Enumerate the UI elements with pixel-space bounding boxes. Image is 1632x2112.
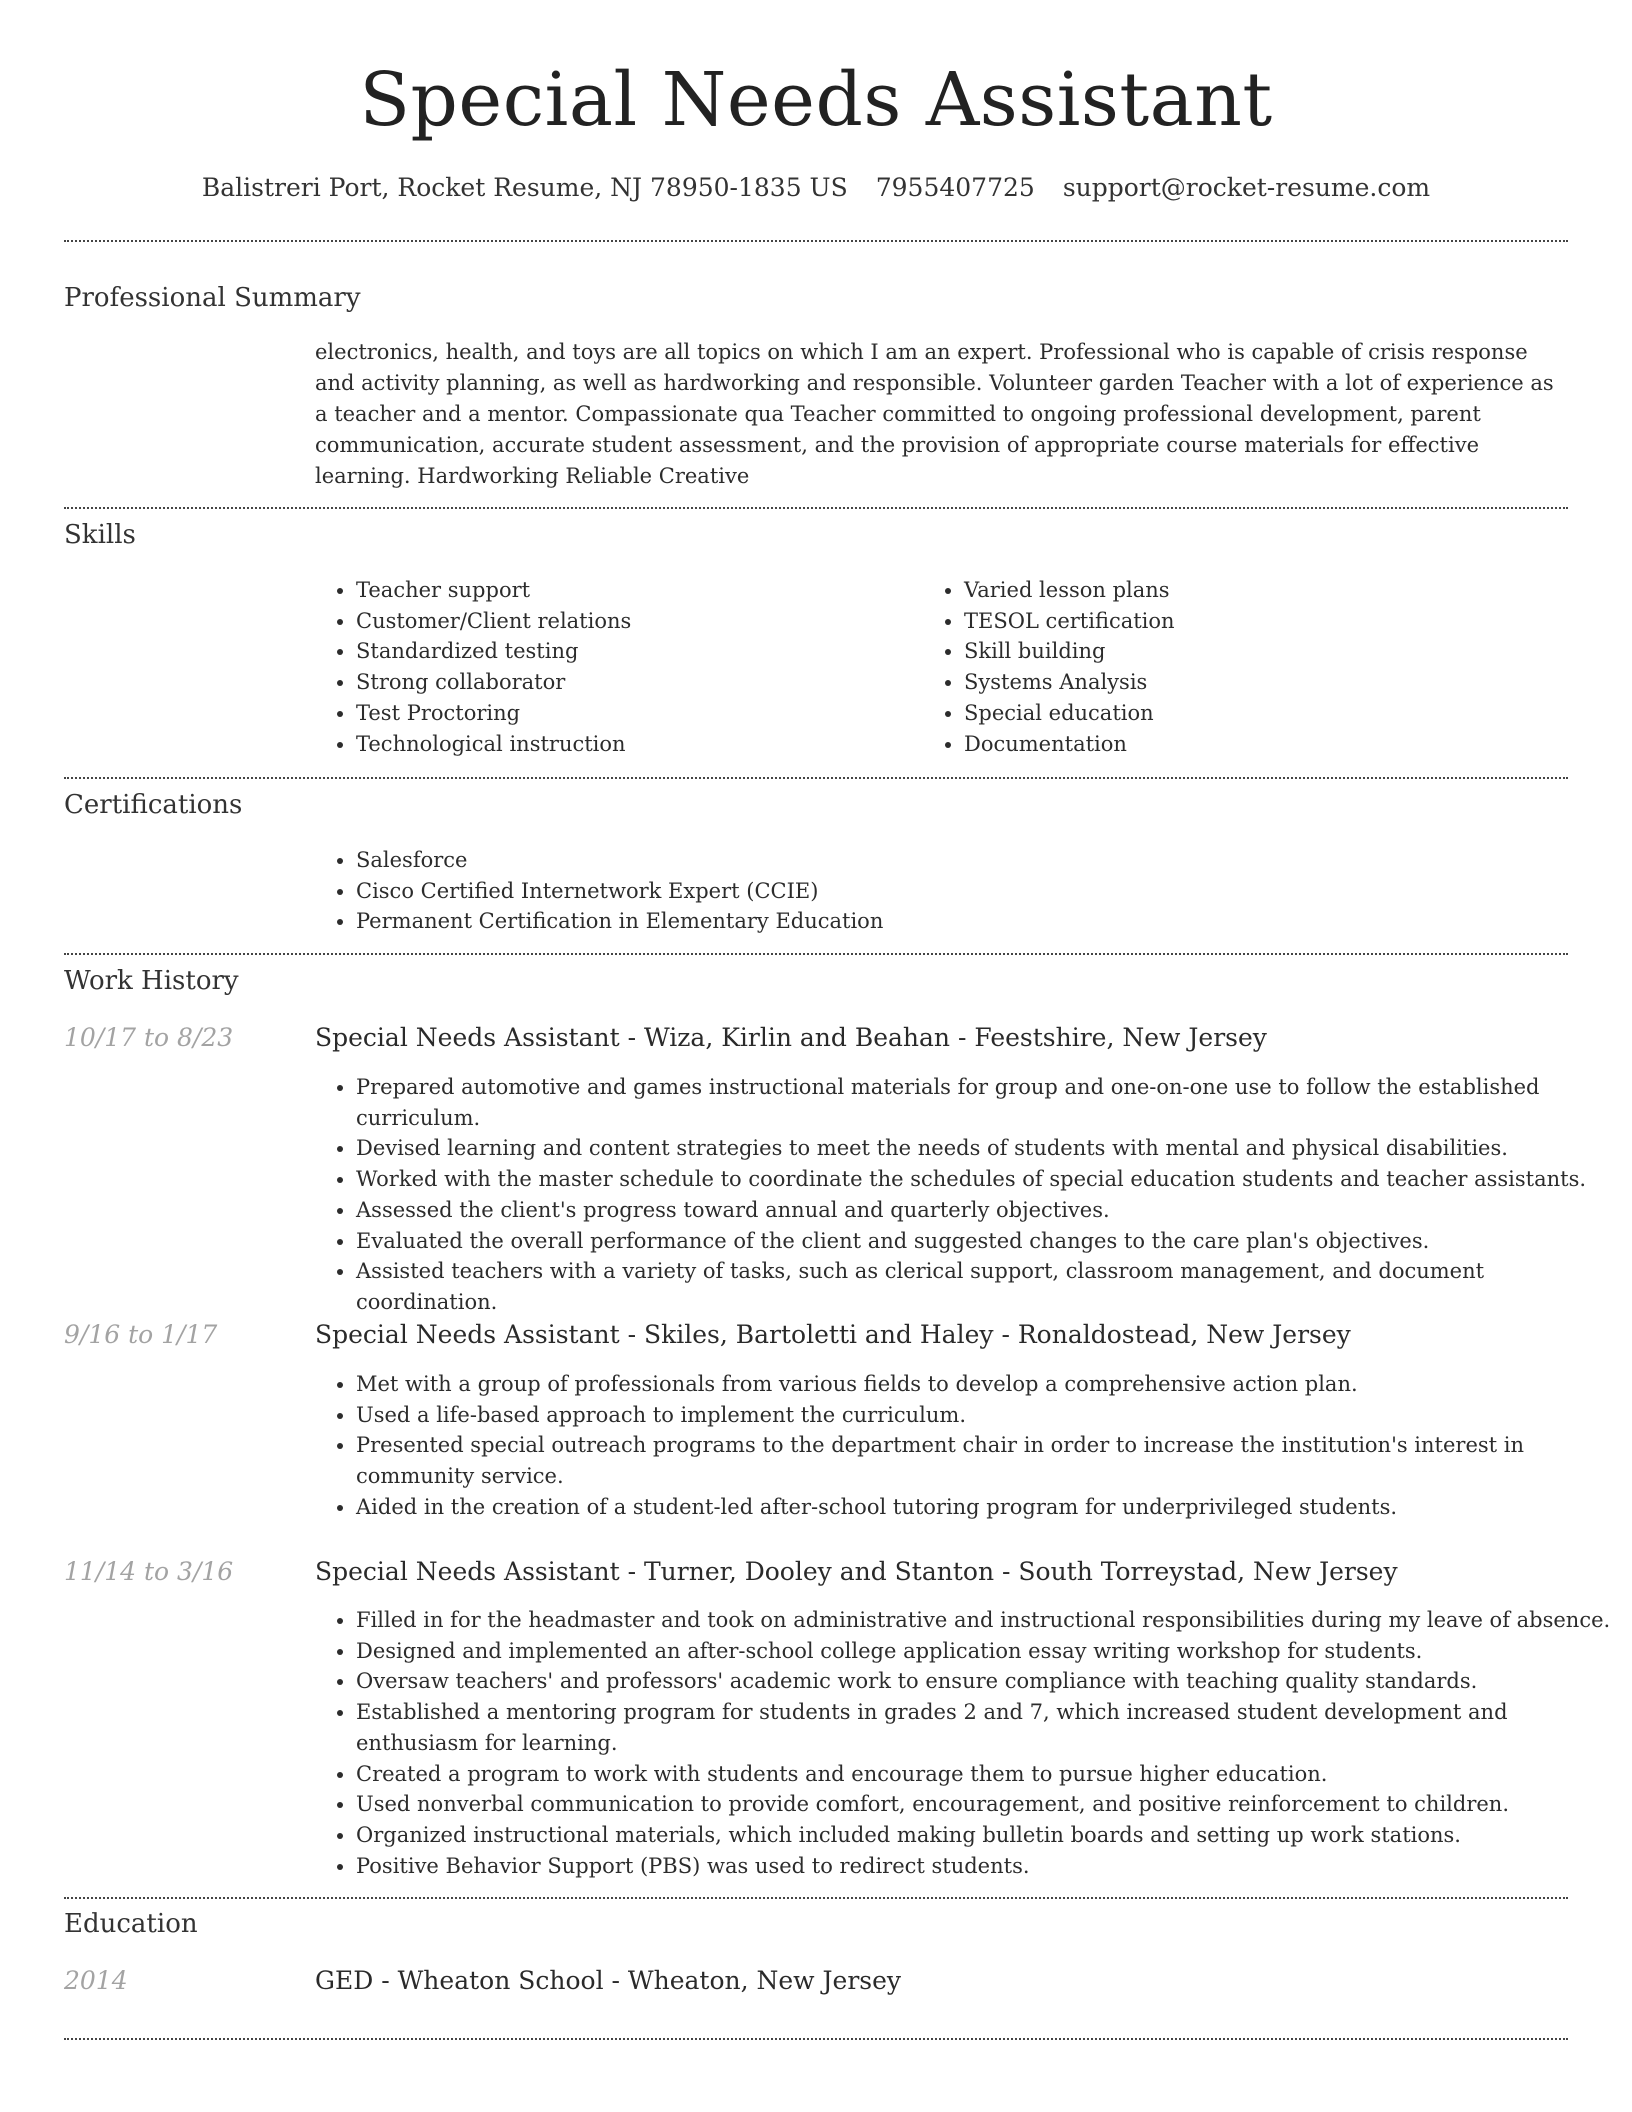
job-bullet: • Designed and implemented an after-school college application essay writing workshop for students. (356, 1636, 1616, 1667)
job-heading: Special Needs Assistant - Turner, Dooley and Stanton - South Torreystad, New Jersey (315, 1557, 1398, 1586)
contact-line (0, 168, 1632, 208)
job-bullets (312, 1072, 1616, 1318)
job-bullet: • Evaluated the overall performance of the client and suggested changes to the care plan's objectives. (356, 1226, 1616, 1257)
skill-item: • TESOL certification (964, 606, 1564, 637)
contact-email: support@rocket-resume.com (1062, 173, 1431, 202)
section-title-certifications: Certifications (64, 790, 243, 820)
education-dates: 2014 (64, 1966, 128, 1995)
job-bullet: • Aided in the creation of a student-led after-school tutoring program for underprivileged students. (356, 1492, 1616, 1523)
skill-item: • Skill building (964, 636, 1564, 667)
summary-text: electronics, health, and toys are all topics on which I am an expert. Professional who is capable of crisis response and activity planning, as well as hardworking and responsible. Volunteer garden Teacher with a lot of experience as a teacher and a mentor. Compassionate qua Teacher committed to ongoing professional development, parent communication, accurate student assessment, and the provision of appropriate course materials for effective learning. Hardworking Reliable Creative (315, 340, 1554, 488)
job-bullet: • Used nonverbal communication to provide comfort, encouragement, and positive reinforcement to children. (356, 1789, 1616, 1820)
contact-address: Balistreri Port, Rocket Resume, NJ 78950-1835 US (201, 173, 848, 202)
divider (64, 953, 1568, 955)
certification-item: • Salesforce (356, 845, 1606, 876)
job-bullet: • Created a program to work with students and encourage them to pursue higher education. (356, 1759, 1616, 1790)
job-bullet: • Worked with the master schedule to coordinate the schedules of special education students and teacher assistants. (356, 1164, 1616, 1195)
section-title-summary: Professional Summary (64, 283, 361, 313)
skills-list-right (920, 575, 1564, 759)
skills-list-left (312, 575, 916, 759)
skill-item: • Systems Analysis (964, 667, 1564, 698)
job-bullet: • Devised learning and content strategies to meet the needs of students with mental and physical disabilities. (356, 1133, 1616, 1164)
candidate-name: Special Needs Assistant (359, 57, 1273, 143)
divider (64, 777, 1568, 779)
skill-item: • Customer/Client relations (356, 606, 916, 637)
job-bullets (312, 1605, 1616, 1881)
divider (64, 2038, 1568, 2040)
section-title-skills: Skills (64, 520, 136, 550)
skill-item: • Standardized testing (356, 636, 916, 667)
job-bullet: • Positive Behavior Support (PBS) was used to redirect students. (356, 1851, 1616, 1882)
job-bullet: • Used a life-based approach to implement the curriculum. (356, 1400, 1616, 1431)
section-title-education: Education (64, 1909, 198, 1939)
job-bullet: • Assisted teachers with a variety of tasks, such as clerical support, classroom management, and document coordination. (356, 1256, 1616, 1317)
skill-item: • Teacher support (356, 575, 916, 606)
skill-item: • Documentation (964, 729, 1564, 760)
job-bullet: • Presented special outreach programs to the department chair in order to increase the institution's interest in community service. (356, 1430, 1616, 1491)
job-bullet: • Met with a group of professionals from various fields to develop a comprehensive action plan. (356, 1369, 1616, 1400)
job-dates: 9/16 to 1/17 (64, 1320, 218, 1349)
contact-phone: 7955407725 (875, 173, 1035, 202)
certification-item: • Cisco Certified Internetwork Expert (CCIE) (356, 876, 1606, 907)
skill-item: • Technological instruction (356, 729, 916, 760)
job-bullet: • Prepared automotive and games instructional materials for group and one-on-one use to follow the established curriculum. (356, 1072, 1616, 1133)
skill-item: • Special education (964, 698, 1564, 729)
job-dates: 11/14 to 3/16 (64, 1557, 234, 1586)
divider (64, 507, 1568, 509)
skill-item: • Test Proctoring (356, 698, 916, 729)
certification-item: • Permanent Certification in Elementary Education (356, 906, 1606, 937)
section-title-work-history: Work History (64, 966, 239, 996)
skill-item: • Varied lesson plans (964, 575, 1564, 606)
job-bullet: • Assessed the client's progress toward annual and quarterly objectives. (356, 1195, 1616, 1226)
divider (64, 240, 1568, 242)
job-bullets (312, 1369, 1616, 1523)
job-bullet: • Filled in for the headmaster and took on administrative and instructional responsibilities during my leave of absence. (356, 1605, 1616, 1636)
job-dates: 10/17 to 8/23 (64, 1023, 234, 1052)
job-heading: Special Needs Assistant - Skiles, Bartoletti and Haley - Ronaldostead, New Jersey (315, 1320, 1351, 1349)
job-heading: Special Needs Assistant - Wiza, Kirlin and Beahan - Feestshire, New Jersey (315, 1023, 1267, 1052)
skill-item: • Strong collaborator (356, 667, 916, 698)
divider (64, 1897, 1568, 1899)
job-bullet: • Oversaw teachers' and professors' academic work to ensure compliance with teaching quality standards. (356, 1666, 1616, 1697)
education-heading: GED - Wheaton School - Wheaton, New Jersey (315, 1966, 902, 1995)
job-bullet: • Established a mentoring program for students in grades 2 and 7, which increased student development and enthusiasm for learning. (356, 1697, 1616, 1758)
certifications-list (312, 845, 1606, 937)
job-bullet: • Organized instructional materials, which included making bulletin boards and setting up work stations. (356, 1820, 1616, 1851)
